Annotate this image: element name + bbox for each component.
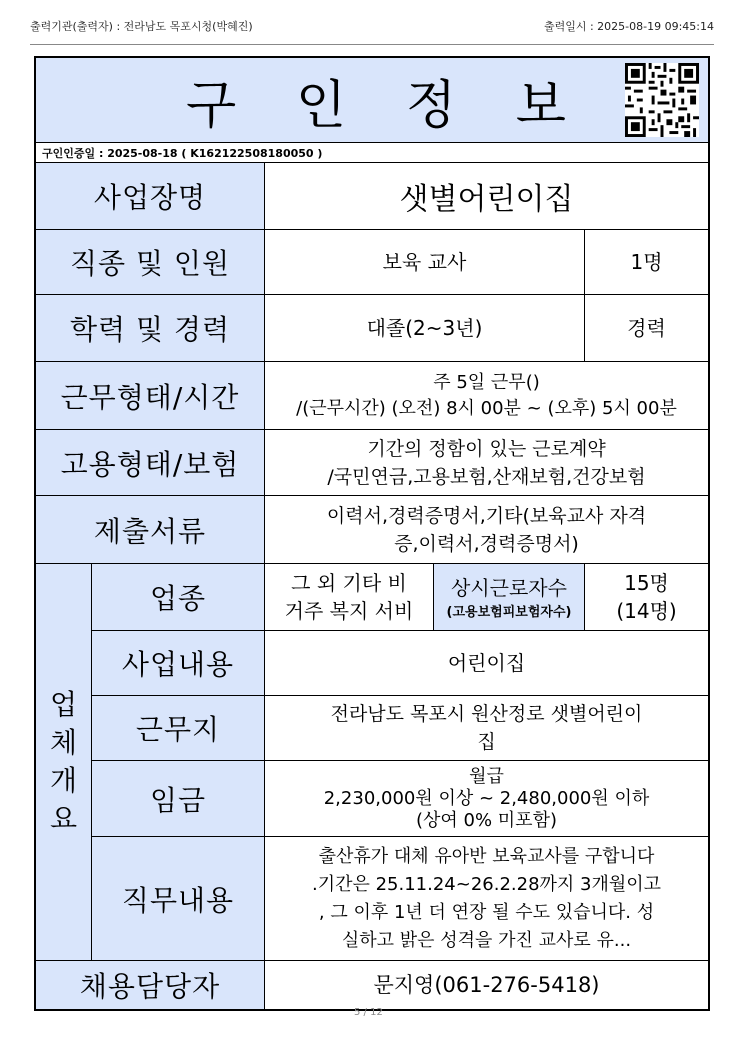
wage-range: 2,230,000원 이상 ~ 2,480,000원 이하 — [323, 787, 650, 809]
side-char: 요 — [49, 802, 78, 835]
contract-type: 기간의 정함이 있는 근로계약 — [367, 437, 606, 460]
duties-label: 직무내용 — [92, 837, 265, 961]
title-char: 구 — [186, 75, 237, 136]
location-label: 근무지 — [92, 696, 265, 761]
business-value: 어린이집 — [265, 631, 708, 696]
staff-label-main: 상시근로자수 — [451, 575, 567, 600]
workplace-label: 사업장명 — [36, 162, 265, 230]
employment-value — [265, 430, 708, 496]
page-title — [186, 60, 566, 140]
contact-value: 문지영(061-276-5418) — [373, 973, 600, 997]
education-value: 대졸(2~3년) — [265, 295, 585, 362]
job-info-form — [34, 56, 710, 1011]
page-number: 5 / 12 — [354, 1007, 383, 1018]
job-count: 1명 — [585, 230, 708, 295]
workplace-value: 샛별어린이집 — [265, 162, 708, 230]
documents-label: 제출서류 — [36, 496, 265, 564]
staff-label-sub: (고용보험피보험자수) — [446, 604, 572, 620]
side-char: 개 — [49, 764, 78, 797]
qr-code-icon — [625, 63, 699, 137]
staff-value — [585, 564, 708, 631]
work-hours: /(근무시간) (오전) 8시 00분 ~ (오후) 5시 00분 — [296, 397, 677, 419]
side-char: 체 — [49, 726, 78, 759]
duties-value — [265, 837, 708, 961]
header-divider — [30, 44, 714, 45]
duties-line: .기간은 25.11.24~26.2.28까지 3개월이고 — [311, 873, 662, 895]
job-label: 직종 및 인원 — [36, 230, 265, 295]
documents-value — [265, 496, 708, 564]
duties-line: 출산휴가 대체 유아반 보육교사를 구합니다 — [318, 845, 655, 867]
work-days: 주 5일 근무() — [433, 371, 540, 393]
contact-label: 채용담당자 — [36, 961, 265, 1009]
work-type-value — [265, 362, 708, 430]
career-value: 경력 — [585, 295, 708, 362]
location-line: 집 — [477, 731, 496, 753]
wage-bonus: (상여 0% 미포함) — [416, 809, 557, 831]
industry-label: 업종 — [92, 564, 265, 631]
location-line: 전라남도 목포시 원산정로 샛별어린이 — [330, 703, 643, 725]
duties-line: 실하고 밝은 성격을 가진 교사로 유... — [341, 929, 632, 951]
staff-count: 15명 — [624, 571, 669, 595]
cert-line: 구인인증일 : 2025-08-18 ( K162122508180050 ) — [36, 142, 708, 162]
wage-value — [265, 761, 708, 837]
staff-label — [434, 564, 585, 631]
documents-line: 증,이력서,경력증명서) — [394, 532, 579, 555]
documents-line: 이력서,경력증명서,기타(보육교사 자격 — [326, 504, 647, 527]
industry-line: 거주 복지 서비 — [284, 599, 414, 623]
location-value — [265, 696, 708, 761]
company-overview-label — [36, 564, 92, 961]
wage-label: 임금 — [92, 761, 265, 837]
education-label: 학력 및 경력 — [36, 295, 265, 362]
side-char: 업 — [49, 688, 78, 721]
job-value: 보육 교사 — [265, 230, 585, 295]
duties-line: , 그 이후 1년 더 연장 될 수도 있습니다. 성 — [318, 901, 655, 923]
output-org: 출력기관(출력자) : 전라남도 목포시청(박혜진) — [30, 20, 253, 33]
insurance: /국민연금,고용보험,산재보험,건강보험 — [327, 465, 646, 488]
title-char: 정 — [405, 75, 457, 136]
title-char: 인 — [295, 75, 347, 136]
output-datetime: 출력일시 : 2025-08-19 09:45:14 — [543, 20, 714, 33]
wage-type: 월급 — [469, 765, 504, 787]
industry-line: 그 외 기타 비 — [291, 571, 407, 595]
insured-count: (14명) — [616, 599, 677, 623]
title-char: 보 — [515, 75, 566, 136]
business-label: 사업내용 — [92, 631, 265, 696]
industry-value — [265, 564, 434, 631]
employment-label: 고용형태/보험 — [36, 430, 265, 496]
work-type-label: 근무형태/시간 — [36, 362, 265, 430]
